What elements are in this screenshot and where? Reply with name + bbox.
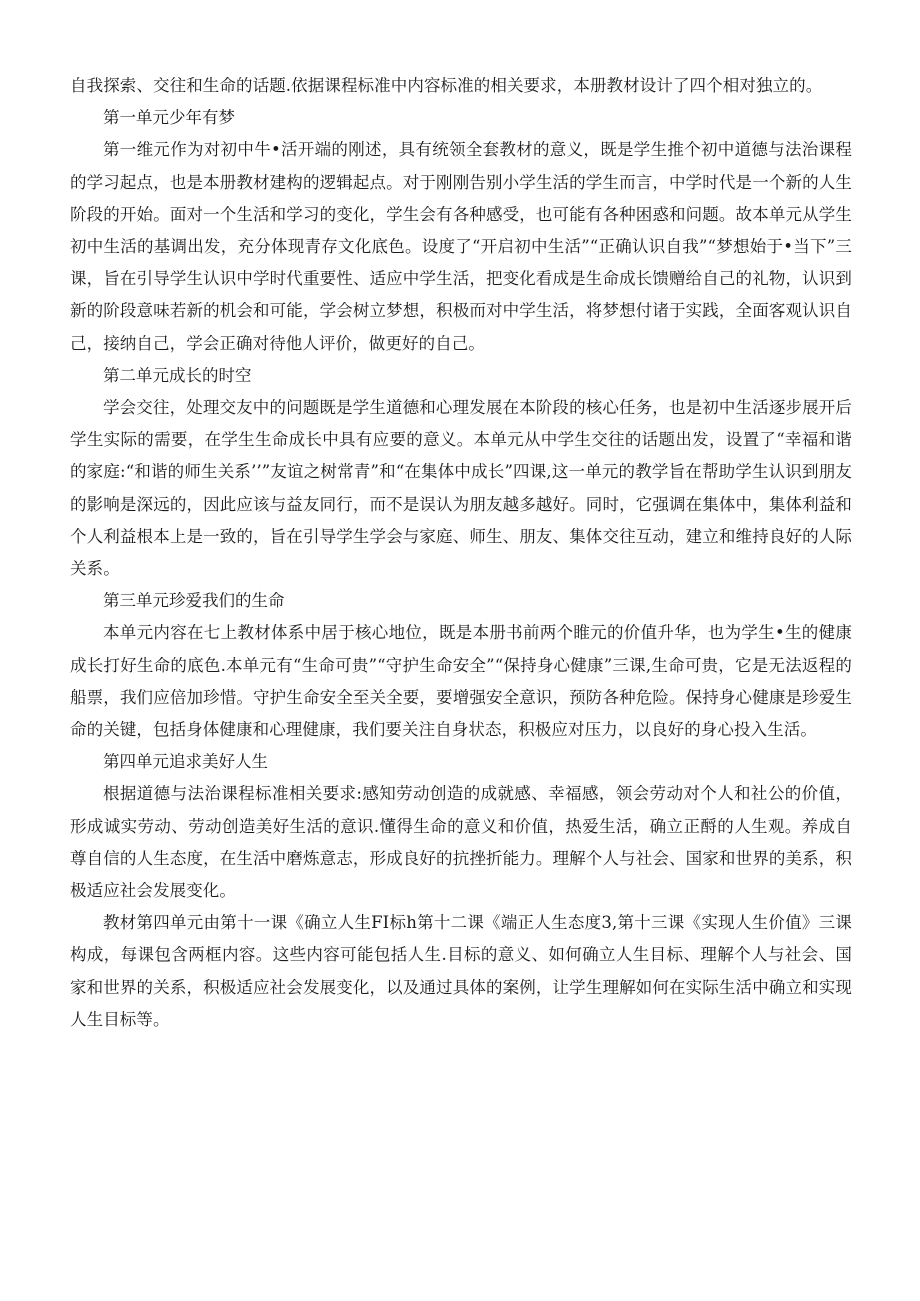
unit2-heading: 第二单元成长的时空 [103,365,252,385]
unit4-paragraph-1: 根据道德与法治课程标准相关要求:感知劳动创造的成就感、幸福感，领会劳动对个人和社公的价值，形成诚实劳动、劳动创造美好生活的意识.懂得生命的意义和价值，热爱生活，确立正酹的人生观。养成自尊自信的人生态度，在生活中磨炼意志，形成良好的抗挫折能力。理解个人与社会、国家和世界的美系，积极适应社会发展变化。 [70,784,852,901]
unit1-paragraph: 第一维元作为对初中牛•活开端的刚述，具有统领全套教材的意义，既是学生推个初中道德与法治课程的学习起点，也是本册教材建构的逻辑起点。对于刚刚告别小学生活的学生而言，中学时代是一个新的人生阶段的开始。面对一个生活和学习的变化，学生会有各种感受，也可能有各种困惑和问题。故本单元从学生初中生活的基调出发，充分体现青存文化底色。设度了“开启初中生活”“正确认识自我”“梦想始于•当下”三课，旨在引导学生认识中学时代重要性、适应中学生活，把变化看成是生命成长馈赠给自己的礼物，认识到新的阶段意味若新的机会和可能，学会树立梦想，积极而对中学生活，将梦想付诸于实践，全面客观认识自己，接纳自己，学会正确对待他人评价，做更好的自己。 [70,140,853,353]
unit2-paragraph: 学会交往，处理交友中的问题既是学生道德和心理发展在本阶段的核心任务，也是初中生活逐步展开后学生实际的需要，在学生生命成长中具有应要的意义。本单元从中学生交往的话题出发，设置了“幸福和谐的家庭:“和谐的师生关系’’”友谊之树常青”和“在集体中成长”四课,这一单元的教学旨在帮助学生认识到朋友的影响是深远的，因此应该与益友同行，而不是误认为朋友越多越好。同时，它强调在集体中，集体利益和个人利益根本上是一致的，旨在引导学生学会与家庭、师生、朋友、集体交往互动，建立和维持良好的人际关系。 [70,398,852,579]
document-body [70,70,852,1036]
unit4-heading: 第四单元追求美好人生 [103,752,268,772]
unit3-heading: 第三单元珍爱我们的生命 [103,591,285,611]
unit4-paragraph-2: 教材第四单元由第十一课《确立人生FI标h第十二课《端正人生态度3,第十三课《实现人生价值》三课构成，每课包含两框内容。这些内容可能包括人生.目标的意义、如何确立人生目标、理解个人与社会、国家和世界的关系，积极适应社会发展变化，以及通过具体的案例，让学生理解如何在实际生活中确立和实现人生目标等。 [70,913,852,1029]
unit3-paragraph: 本单元内容在七上教材体系中居于核心地位，既是本册书前两个睢元的价值升华，也为学生•生的健康成长打好生命的底色.本单元有“生命可贵”“守护生命安全”“保持身心健康”三课,生命可贵，它是无法返程的船票，我们应倍加珍惜。守护生命安全至关全要，要增强安全意识，预防各种危险。保持身心健康是珍爱生命的关键，包括身体健康和心理健康，我们要关注自身状态，积极应对压力，以良好的身心投入生活。 [70,623,852,740]
intro-paragraph: 自我探索、交往和生命的话题.依据课程标准中内容标准的相关要求，本册教材设计了四个相对独立的。 [70,76,823,95]
unit1-heading: 第一单元少年有梦 [103,108,235,128]
